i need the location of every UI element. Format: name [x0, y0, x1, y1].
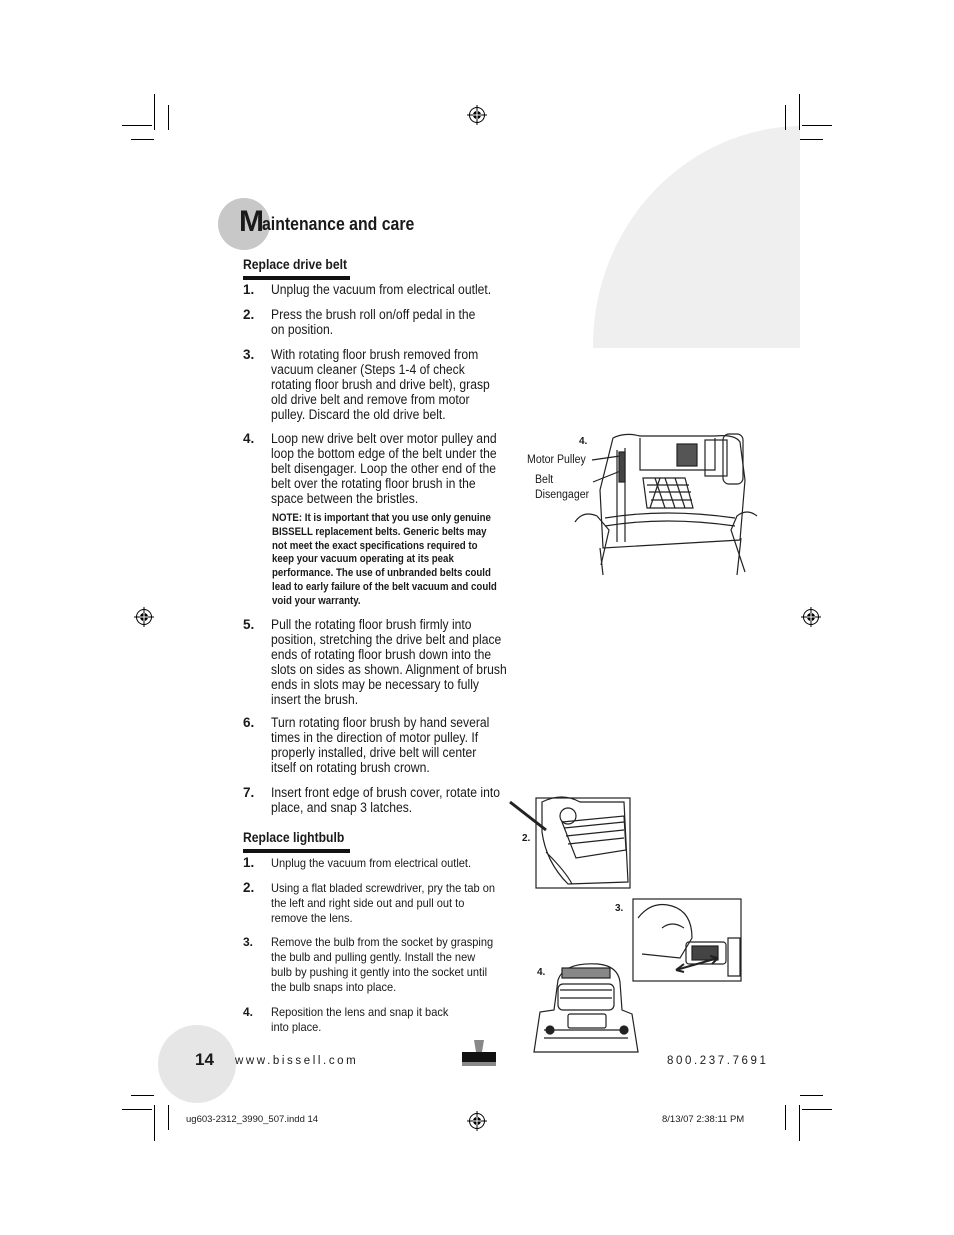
section-rule: [243, 849, 350, 853]
slug-timestamp: 8/13/07 2:38:11 PM: [662, 1114, 745, 1125]
step-number: 3.: [243, 347, 255, 362]
step-number: 1.: [243, 282, 255, 297]
bulb-replacement-illustration: [632, 898, 744, 982]
website-url: www.bissell.com: [235, 1055, 359, 1067]
figure-number: 2.: [522, 833, 531, 844]
step-number: 6.: [243, 715, 255, 730]
registration-mark-icon: [467, 1111, 487, 1131]
slug-filename: ug603-2312_3990_507.indd 14: [186, 1114, 319, 1125]
list-item: [243, 716, 513, 776]
page-title-initial: M: [239, 205, 264, 238]
registration-mark-icon: [467, 105, 487, 125]
step-text: Turn rotating floor brush by hand several times in the direction of motor pulley. If properly installed, drive belt will center itself on rotating brush crown.: [271, 715, 490, 775]
step-number: 2.: [243, 307, 255, 322]
step-number: 7.: [243, 785, 255, 800]
list-item: [243, 283, 513, 298]
step-text: Press the brush roll on/off pedal in the on position.: [271, 307, 476, 337]
callout-motor-pulley: Motor Pulley: [527, 454, 586, 466]
list-item: [243, 618, 513, 707]
step-text: Pull the rotating floor brush firmly into position, stretching the drive belt and place ends of rotating floor brush down into the slots on sides as shown. Alignment of brush ends in slots may be necessary to fully insert the brush.: [271, 617, 507, 707]
step-text: Remove the bulb from the socket by grasping the bulb and pulling gently. Install the new bulb by pushing it gently into the socket until the bulb snaps into place.: [271, 935, 494, 994]
step-number: 2.: [243, 880, 255, 895]
step-number: 4.: [243, 431, 255, 446]
section-title-drive-belt: Replace drive belt: [243, 257, 348, 272]
step-number: 5.: [243, 617, 255, 632]
step-text: Unplug the vacuum from electrical outlet.: [271, 856, 472, 870]
list-item: [243, 935, 513, 995]
step-text: Unplug the vacuum from electrical outlet.: [271, 282, 492, 297]
phone-number: 800.237.7691: [667, 1055, 769, 1067]
list-item: [243, 432, 513, 507]
lens-reinstall-illustration: [528, 960, 644, 1054]
step-text: With rotating floor brush removed from vacuum cleaner (Steps 1-4 of check rotating floor brush and drive belt), grasp old drive belt and remove from motor pulley. Discard the old drive belt.: [271, 347, 490, 422]
step-number: 1.: [243, 855, 255, 870]
step-number: 4.: [243, 1005, 254, 1019]
belt-installation-illustration: [565, 430, 765, 580]
list-item: [243, 1005, 513, 1035]
page-title: aintenance and care: [262, 214, 415, 234]
figure-number: 3.: [615, 903, 624, 914]
step-text: Reposition the lens and snap it back into place.: [271, 1005, 449, 1034]
figure-number: 4.: [579, 436, 588, 447]
section-rule: [243, 276, 350, 280]
list-item: [243, 881, 513, 926]
page-number: 14: [195, 1050, 214, 1069]
step-number: 3.: [243, 935, 254, 949]
section-title-lightbulb: Replace lightbulb: [243, 830, 345, 845]
list-item: [243, 786, 513, 816]
bissell-logo: [460, 1040, 498, 1068]
decorative-arc: [593, 126, 800, 348]
figure-number: 4.: [537, 967, 546, 978]
step-text: Loop new drive belt over motor pulley and loop the bottom edge of the belt under the belt disengager. Loop the other end of the belt over the rotating floor brush in the space between the bristles.: [271, 431, 497, 506]
list-item: [243, 348, 513, 423]
warning-note: NOTE: It is important that you use only genuine BISSELL replacement belts. Generic belts may not meet the exact specifications required to keep your vacuum operating at its peak performance. The use of unbranded belts could lead to early failure of the belt vacuum and could void your warranty.: [272, 512, 497, 607]
step-text: Insert front edge of brush cover, rotate into place, and snap 3 latches.: [271, 785, 500, 815]
callout-disengager: Disengager: [535, 489, 590, 501]
callout-belt: Belt: [535, 474, 554, 486]
registration-mark-icon: [134, 607, 154, 627]
registration-mark-icon: [801, 607, 821, 627]
step-text: Using a flat bladed screwdriver, pry the tab on the left and right side out and pull out to remove the lens.: [271, 881, 495, 925]
list-item: [243, 308, 513, 338]
list-item: [243, 856, 513, 871]
lens-removal-illustration: [506, 792, 632, 890]
